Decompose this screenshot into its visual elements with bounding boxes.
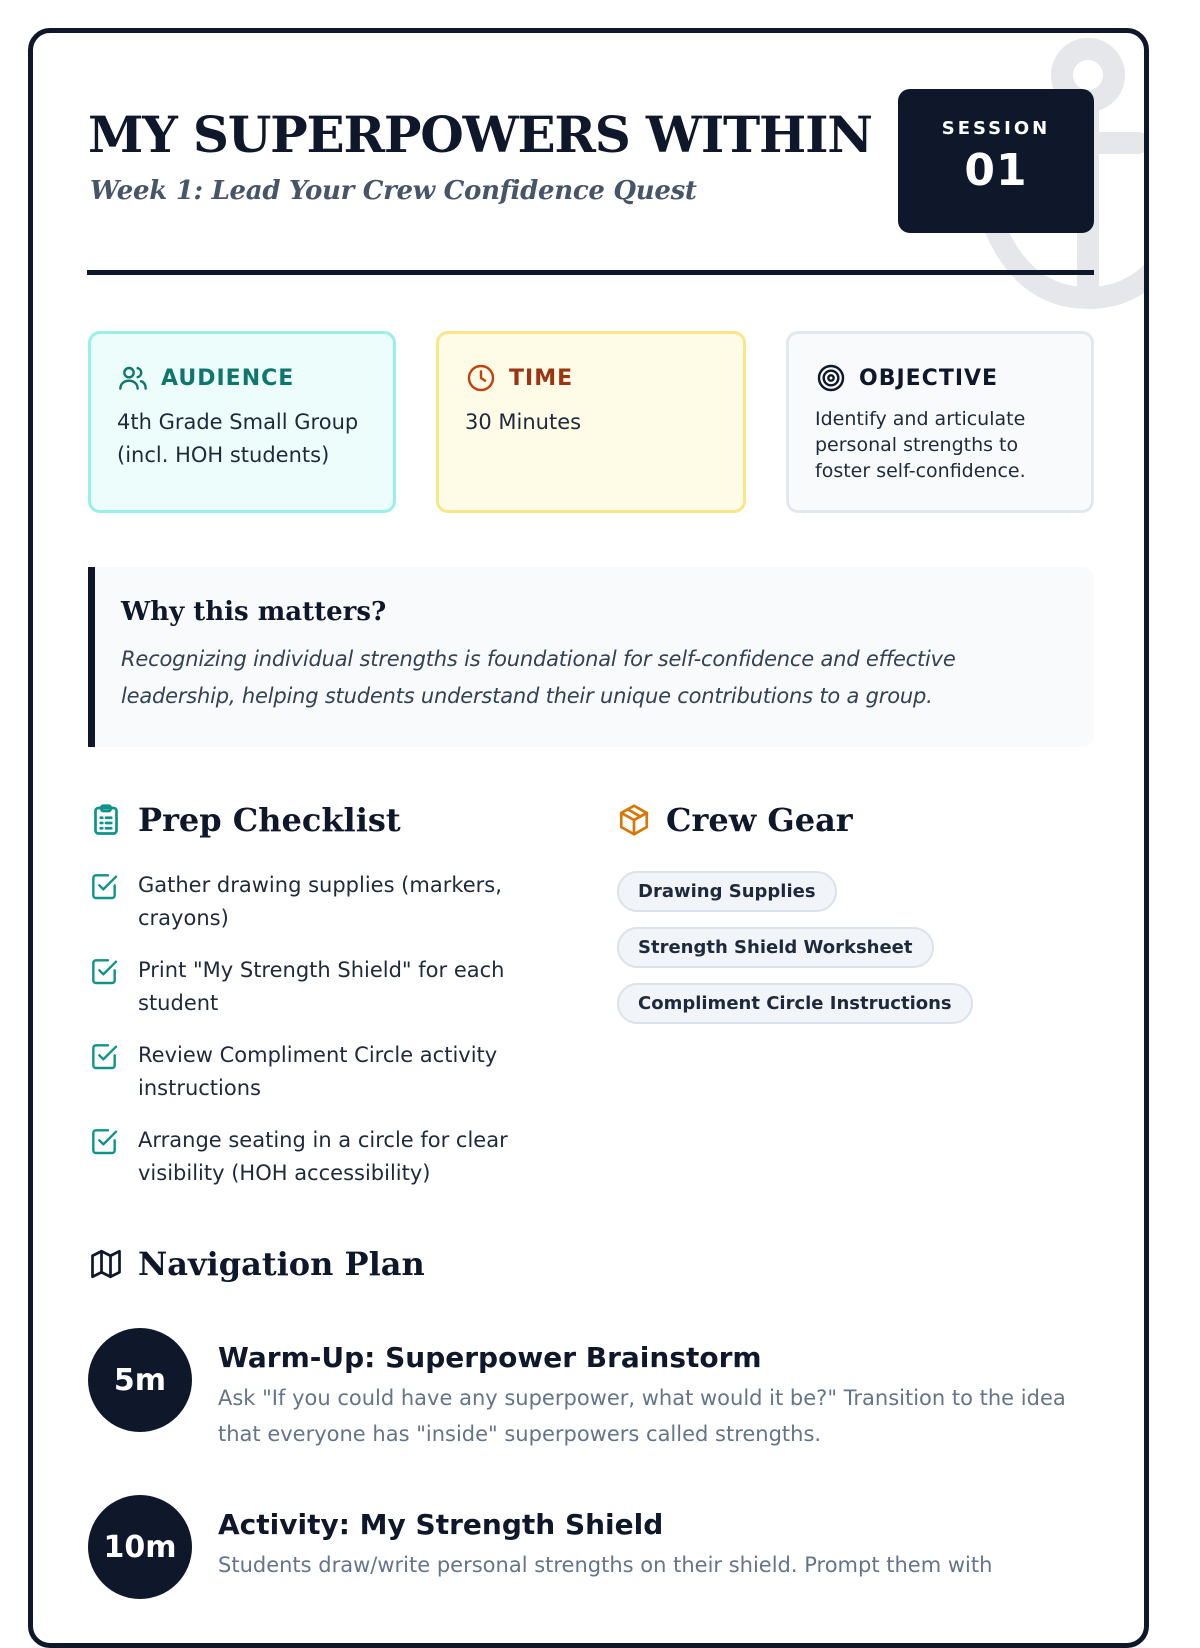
checklist-item-text — [138, 869, 502, 935]
step-line: Students draw/write personal strengths on their shield. Prompt them with — [218, 1553, 993, 1577]
checklist-line: crayons) — [138, 906, 229, 930]
check-square-icon — [88, 1040, 120, 1072]
checklist-item — [88, 954, 528, 1020]
check-square-icon — [88, 870, 120, 902]
step-content — [218, 1495, 992, 1599]
page-title: MY SUPERPOWERS WITHIN — [88, 105, 872, 164]
objective-line: foster self-confidence. — [815, 460, 1026, 482]
gear-chip: Drawing Supplies — [617, 871, 837, 912]
crew-gear-list — [617, 871, 973, 1039]
target-icon — [815, 362, 847, 394]
audience-line: 4th Grade Small Group — [117, 410, 359, 434]
gear-chip: Compliment Circle Instructions — [617, 983, 973, 1024]
navigation-plan-heading — [88, 1245, 425, 1283]
audience-title: AUDIENCE — [161, 365, 295, 391]
time-title: TIME — [509, 365, 574, 391]
clock-icon — [465, 362, 497, 394]
checklist-item-text — [138, 1039, 497, 1105]
page-subtitle: Week 1: Lead Your Crew Confidence Quest — [90, 176, 697, 206]
gear-chip: Strength Shield Worksheet — [617, 927, 934, 968]
step-description — [218, 1547, 992, 1583]
navigation-plan-title: Navigation Plan — [138, 1245, 425, 1283]
crew-gear-title: Crew Gear — [666, 801, 853, 839]
header-divider — [87, 270, 1094, 275]
session-badge — [898, 89, 1094, 233]
objective-line: Identify and articulate — [815, 408, 1026, 430]
users-icon — [117, 362, 149, 394]
checklist-line: Gather drawing supplies (markers, — [138, 873, 502, 897]
objective-title: OBJECTIVE — [859, 365, 999, 391]
check-square-icon — [88, 1125, 120, 1157]
time-line: 30 Minutes — [465, 410, 582, 434]
step-title: Activity: My Strength Shield — [218, 1508, 664, 1541]
step-duration-badge: 5m — [88, 1328, 192, 1432]
checklist-line: Review Compliment Circle activity — [138, 1043, 498, 1067]
checklist-line: instructions — [138, 1076, 261, 1100]
lesson-card — [28, 28, 1149, 1648]
clipboard-icon — [88, 802, 124, 838]
map-icon — [88, 1246, 124, 1282]
nav-step — [88, 1328, 1098, 1452]
check-square-icon — [88, 955, 120, 987]
objective-text — [815, 406, 1065, 484]
why-line: Recognizing individual strengths is foundational for self-confidence and effective — [121, 647, 956, 671]
why-text — [121, 641, 1068, 715]
checklist-line: Arrange seating in a circle for clear — [138, 1128, 508, 1152]
checklist-item-text — [138, 954, 504, 1020]
session-label: SESSION — [941, 118, 1051, 139]
prep-checklist-title: Prep Checklist — [138, 801, 401, 839]
objective-card — [786, 331, 1094, 513]
checklist-line: Print "My Strength Shield" for each — [138, 958, 505, 982]
checklist-item — [88, 1039, 528, 1105]
step-title: Warm-Up: Superpower Brainstorm — [218, 1341, 762, 1374]
checklist-item-text — [138, 1124, 508, 1190]
prep-checklist — [88, 869, 528, 1209]
objective-line: personal strengths to — [815, 434, 1019, 456]
checklist-item — [88, 1124, 528, 1190]
prep-checklist-heading — [88, 801, 401, 839]
checklist-line: student — [138, 991, 219, 1015]
step-description — [218, 1380, 1066, 1452]
session-number: 01 — [964, 145, 1028, 196]
audience-card — [88, 331, 396, 513]
why-title: Why this matters? — [121, 597, 387, 627]
why-callout — [88, 567, 1094, 747]
nav-step — [88, 1495, 1098, 1599]
checklist-item — [88, 869, 528, 935]
time-text — [465, 406, 717, 439]
package-icon — [616, 802, 652, 838]
step-content — [218, 1328, 1066, 1452]
step-duration-badge: 10m — [88, 1495, 192, 1599]
step-line: that everyone has "inside" superpowers called strengths. — [218, 1422, 822, 1446]
time-card — [436, 331, 746, 513]
audience-line: (incl. HOH students) — [117, 443, 330, 467]
crew-gear-heading — [616, 801, 853, 839]
checklist-line: visibility (HOH accessibility) — [138, 1161, 431, 1185]
why-line: leadership, helping students understand their unique contributions to a group. — [121, 684, 933, 708]
audience-text — [117, 406, 367, 472]
step-line: Ask "If you could have any superpower, what would it be?" Transition to the idea — [218, 1386, 1066, 1410]
